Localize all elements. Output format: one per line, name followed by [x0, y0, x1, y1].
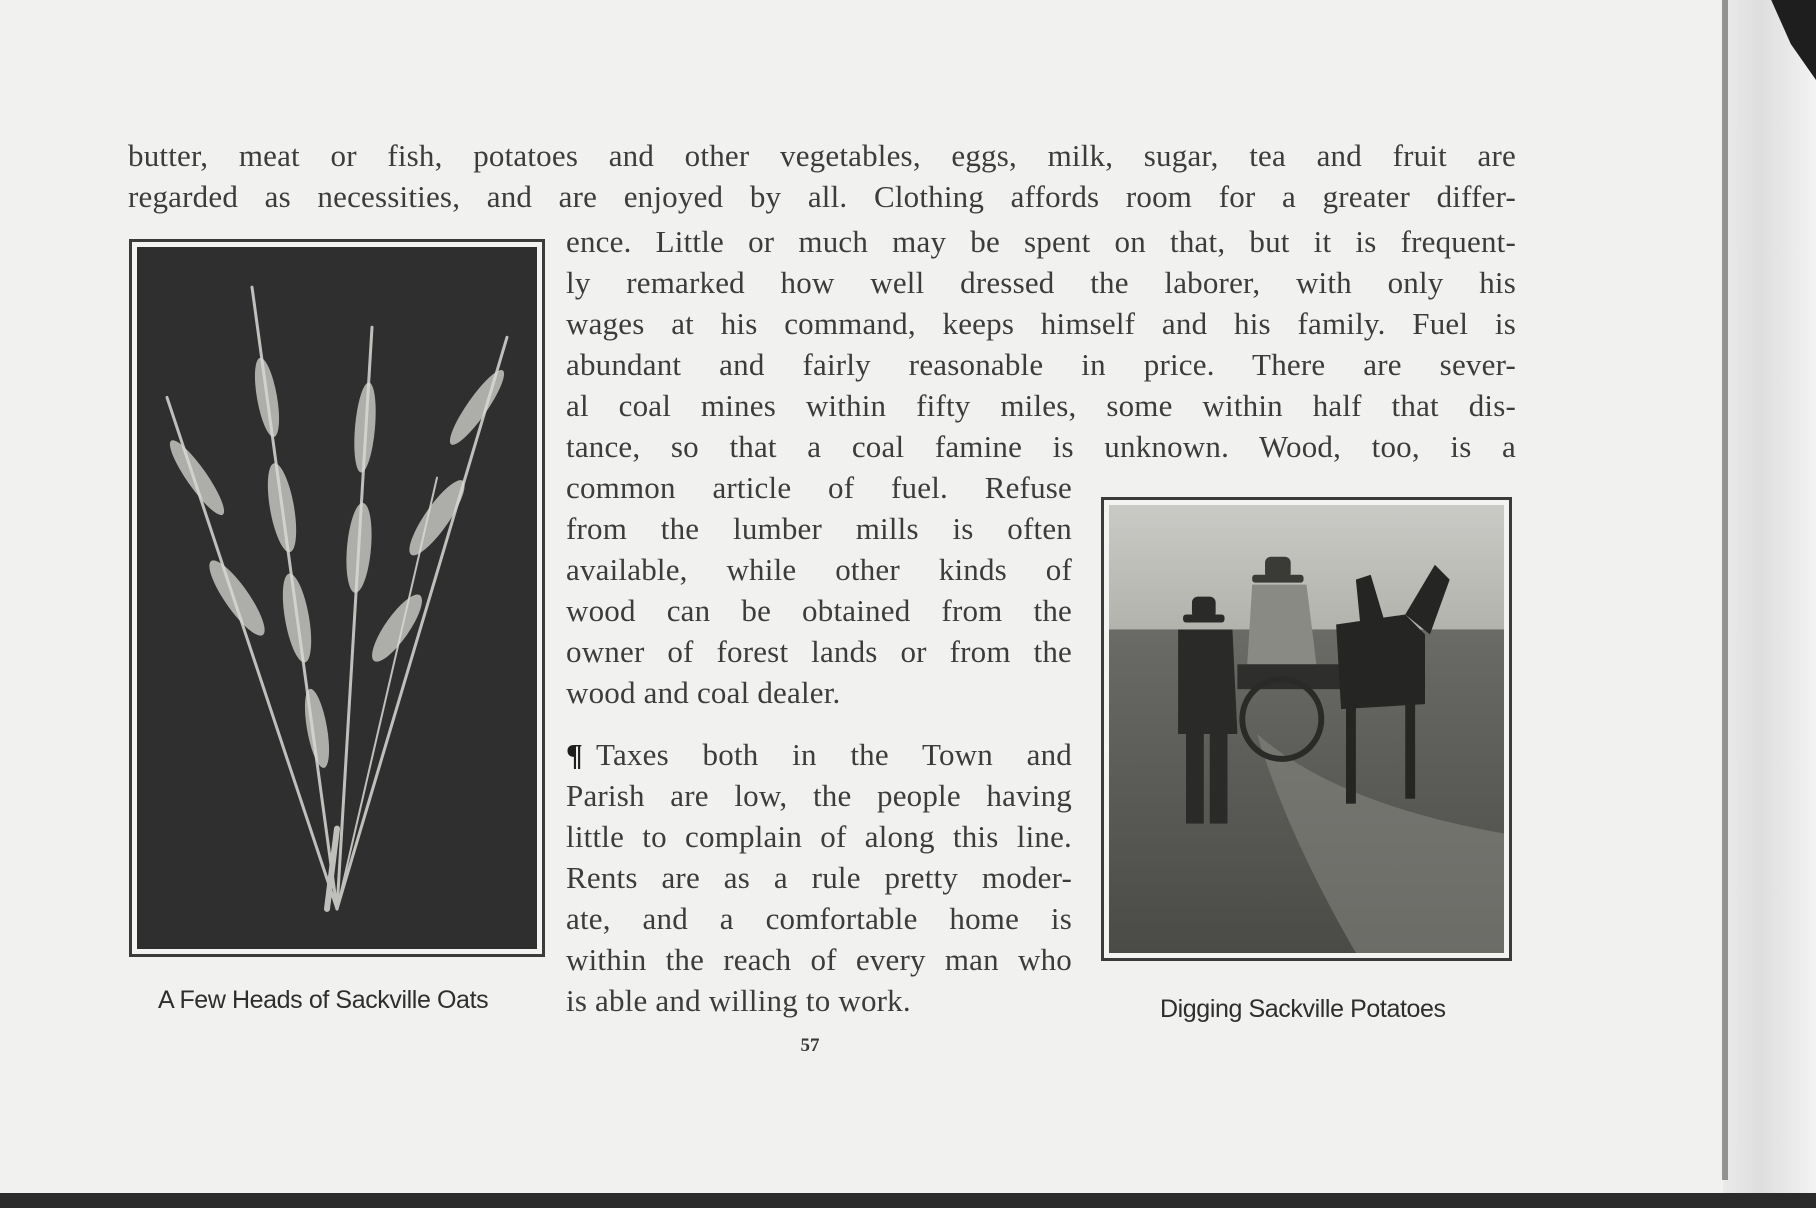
oats-caption: A Few Heads of Sackville Oats [158, 986, 489, 1014]
body-line-narrow2-1: Taxes both in the Town and [596, 737, 1072, 772]
potatoes-photo [1101, 497, 1512, 961]
body-line-narrow-4: wood can be obtained from the [566, 593, 1072, 628]
body-line-narrow2-3: little to complain of along this line. [566, 819, 1072, 854]
body-line-top-2: regarded as necessities, and are enjoyed by all. Clothing affords room for a greater differ- [128, 179, 1516, 214]
body-line-narrow2-7: is able and willing to work. [566, 983, 911, 1018]
body-line-narrow2-6: within the reach of every man who [566, 942, 1072, 977]
body-line-mid-1: ence. Little or much may be spent on that, but it is frequent- [566, 224, 1516, 259]
body-line-top-1: butter, meat or fish, potatoes and other vegetables, eggs, milk, sugar, tea and fruit are [128, 138, 1516, 173]
potatoes-caption: Digging Sackville Potatoes [1160, 995, 1446, 1023]
scan-bottom-edge [0, 1193, 1816, 1208]
oats-photo [129, 239, 545, 957]
body-line-narrow-6: wood and coal dealer. [566, 675, 841, 710]
potatoes-image [1109, 505, 1504, 953]
body-line-narrow2-5: ate, and a comfortable home is [566, 901, 1072, 936]
body-line-mid-5: al coal mines within fifty miles, some within half that dis- [566, 388, 1516, 423]
body-line-mid-4: abundant and fairly reasonable in price. There are sever- [566, 347, 1516, 382]
body-line-narrow2-4: Rents are as a rule pretty moder- [566, 860, 1072, 895]
body-line-mid-2: ly remarked how well dressed the laborer, with only his [566, 265, 1516, 300]
oats-image [137, 247, 537, 949]
body-line-narrow-3: available, while other kinds of [566, 552, 1072, 587]
page-edge-line [1722, 0, 1728, 1180]
body-line-narrow-2: from the lumber mills is often [566, 511, 1072, 546]
body-line-mid-6: tance, so that a coal famine is unknown. Wood, too, is a [566, 429, 1516, 464]
page-number: 57 [800, 1035, 820, 1056]
body-line-mid-3: wages at his command, keeps himself and his family. Fuel is [566, 306, 1516, 341]
page-edge-shadow [1723, 0, 1816, 1208]
body-line-narrow-5: owner of forest lands or from the [566, 634, 1072, 669]
body-line-narrow-1: common article of fuel. Refuse [566, 470, 1072, 505]
paragraph-mark-icon: ¶ [566, 737, 583, 772]
body-line-narrow2-2: Parish are low, the people having [566, 778, 1072, 813]
